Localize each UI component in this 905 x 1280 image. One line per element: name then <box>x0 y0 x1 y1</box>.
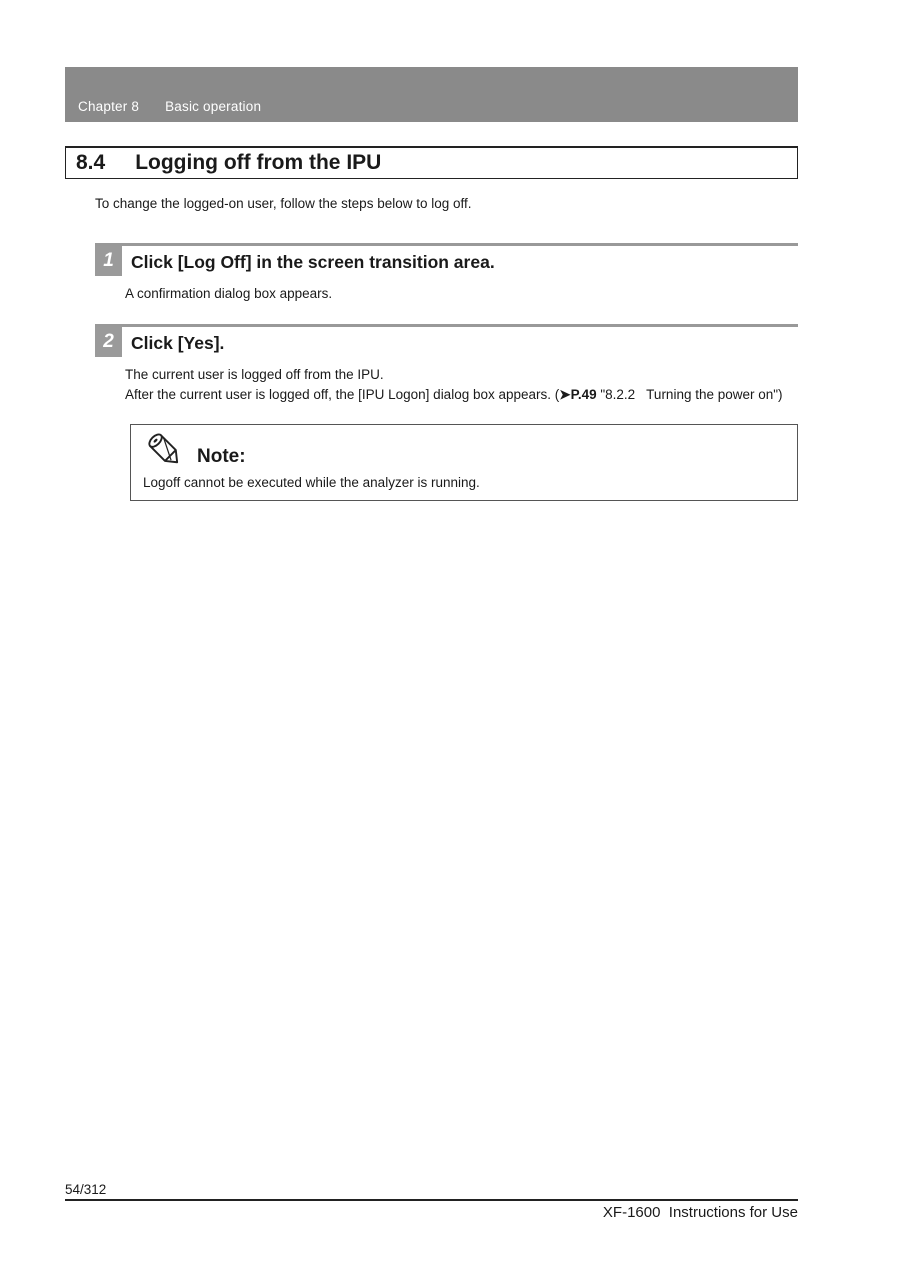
note-label: Note: <box>197 446 246 467</box>
step-2-body-line: After the current user is logged off, the [IPU Logon] dialog box appears. (➤P.49 "8.2.2 Turning the power on") <box>125 387 783 402</box>
step-2-heading: Click [Yes]. <box>131 332 225 353</box>
note-header <box>143 431 785 473</box>
footer-page-number: 54/312 <box>65 1182 107 1197</box>
step-1-header <box>95 243 798 276</box>
note-box <box>130 424 798 501</box>
step-1-number-badge: 1 <box>95 246 122 276</box>
step-1-body <box>125 284 798 304</box>
footer-doc-title: XF-1600 Instructions for Use <box>602 1204 798 1221</box>
step-2 <box>95 324 798 405</box>
page-title: Logging off from the IPU <box>135 151 382 174</box>
note-text: Logoff cannot be executed while the analyzer is running. <box>143 475 480 490</box>
cross-reference-link[interactable]: ➤P.49 <box>559 387 597 402</box>
step-1-heading: Click [Log Off] in the screen transition area. <box>131 251 495 272</box>
footer-divider <box>65 1199 798 1201</box>
step-2-body-line: The current user is logged off from the IPU. <box>125 367 384 382</box>
chapter-number: Chapter 8 <box>78 99 140 114</box>
chapter-title: Basic operation <box>165 99 262 114</box>
chapter-header-bar <box>65 67 798 122</box>
step-2-body <box>125 365 798 405</box>
section-title-box <box>65 146 798 179</box>
step-1 <box>95 243 798 304</box>
step-2-header <box>95 324 798 357</box>
section-number: 8.4 <box>76 151 106 174</box>
step-2-number-badge: 2 <box>95 327 122 357</box>
step-1-body-line: A confirmation dialog box appears. <box>125 286 333 301</box>
intro-paragraph: To change the logged-on user, follow the steps below to log off. <box>95 196 472 211</box>
pencil-icon <box>143 431 187 473</box>
